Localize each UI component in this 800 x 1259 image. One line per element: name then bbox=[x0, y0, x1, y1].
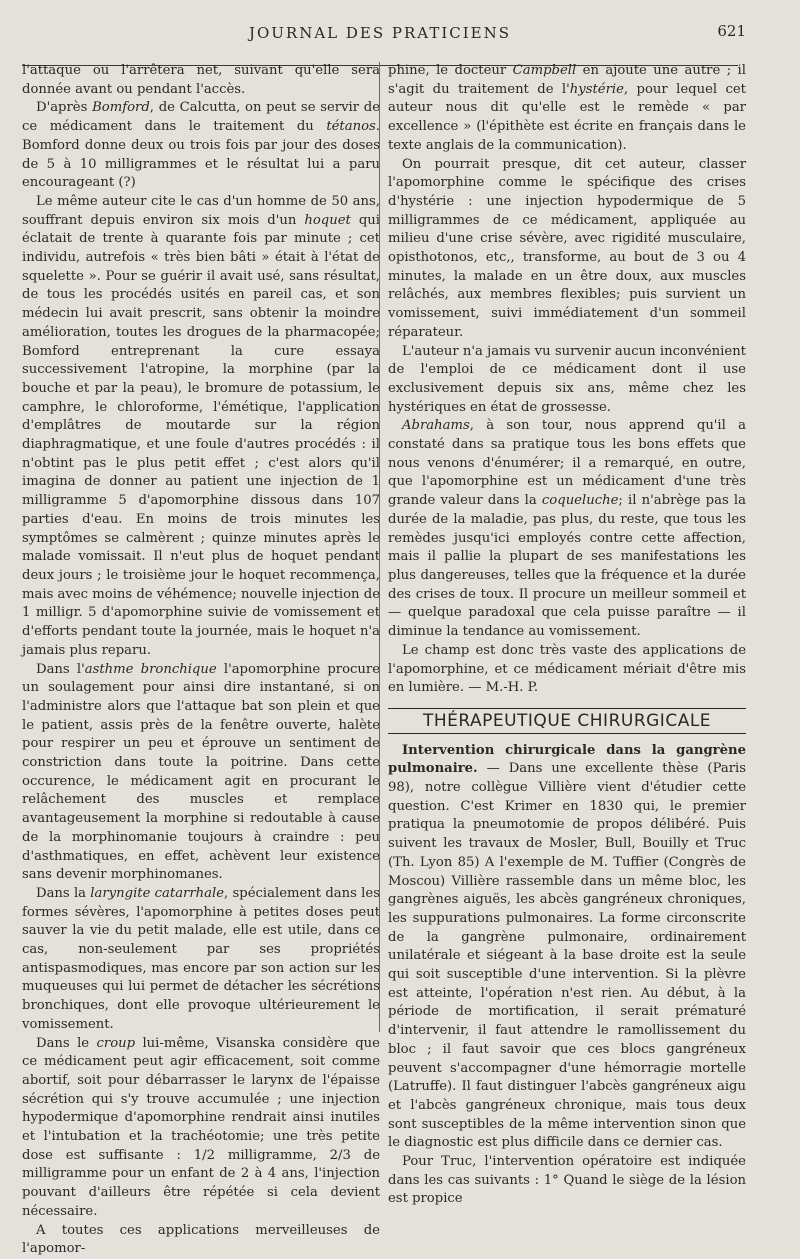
article-title: Intervention chirurgicale dans la gangrène pulmonaire. bbox=[388, 742, 746, 777]
text-segment: , pour lequel cet auteur nous dit qu'elle est le remède « par excellence » (l'épithète est écrite en français dans le texte anglais de la communication). bbox=[388, 81, 746, 153]
journal-title: JOURNAL DES PRATICIENS bbox=[248, 24, 512, 42]
text-segment: phine, le docteur bbox=[388, 63, 513, 78]
text-segment: On pourrait presque, dit cet auteur, classer l'apomorphine comme le spécifique des crises d'hystérie : une injection hypodermique de 5 milligrammes de ce médicament, appliquée au milieu d'une crise sévère, avec rigidité musculaire, opisthotonos, etc,, transforme, au bout de 3 ou 4 minutes, la malade en un être doux, aux muscles relâchés, aux membres flexibles; puis survient un vomissement, suivi immédiatement d'un sommeil réparateur. bbox=[388, 156, 746, 340]
page-header bbox=[0, 20, 800, 50]
paragraph bbox=[388, 642, 746, 698]
section-title: THÉRAPEUTIQUE CHIRURGICALE bbox=[388, 708, 746, 734]
paragraph bbox=[22, 193, 380, 661]
section-lead-paragraph bbox=[388, 742, 746, 1153]
text-segment: Le même auteur cite le cas d'un homme de 50 ans, souffrant depuis environ six mois d'un bbox=[22, 193, 380, 228]
text-segment: ; il n'abrège pas la durée de la maladie, pas plus, du reste, que tous les remèdes jusqu'ici employés contre cette affection, mais il pallie la plupart de ses manifestations les plus dangereuses, telles que la fréquence et la durée des crises de toux. Il procure un meilleur sommeil et — quelque paradoxal que cela puisse paraître — il diminue la tendance au vomissement. bbox=[388, 493, 746, 640]
paragraph bbox=[388, 343, 746, 418]
text-segment: Le champ est donc très vaste des applications de l'apomorphine, et ce médicament mériait d'être mis en lumière. — M.-H. P. bbox=[388, 642, 746, 696]
paragraph bbox=[388, 417, 746, 641]
paragraph bbox=[22, 62, 380, 99]
column-divider bbox=[379, 62, 380, 1032]
text-segment: Dans le bbox=[36, 1035, 97, 1051]
paragraph bbox=[388, 62, 746, 156]
italic-text: laryngite catarrhale bbox=[90, 885, 225, 901]
italic-text: asthme bronchique bbox=[84, 661, 217, 677]
italic-text: Campbell bbox=[512, 63, 577, 78]
right-column bbox=[388, 62, 746, 1209]
paragraph bbox=[388, 156, 746, 343]
italic-text: coqueluche bbox=[541, 493, 619, 509]
page-number: 621 bbox=[717, 22, 746, 40]
paragraph bbox=[22, 1222, 380, 1259]
right-column-paragraphs bbox=[388, 62, 746, 698]
left-column bbox=[22, 62, 380, 1259]
italic-text: Abrahams bbox=[402, 418, 470, 434]
italic-text: tétanos bbox=[326, 119, 376, 135]
text-segment: l'apomorphine procure un soulagement pour ainsi dire instantané, si on l'administre alors que l'attaque bat son plein et que le patient, assis près de la fenêtre ouverte, halète pour respirer un peu et éprouve un sentiment de constriction dans toute la poitrine. Dans cette occurence, le médicament agit en procurant le relâchement des muscles et remplace avantageusement la morphine si redoutable à cause de la morphinomanie toujours à craindre : peu d'asthmatiques, en effet, achèvent leur existence sans devenir morphinomanes. bbox=[22, 661, 380, 883]
text-segment: , de Calcutta, on peut se servir de ce médicament dans le traitement du bbox=[22, 100, 381, 135]
text-segment: en ajoute une autre ; il s'agit du traitement de l' bbox=[388, 63, 746, 97]
paragraph bbox=[22, 885, 380, 1035]
text-segment: L'auteur n'a jamais vu survenir aucun inconvénient de l'emploi de ce médicament dont il use exclusivement depuis six ans, même chez les hystériques en état de grossesse. bbox=[388, 343, 746, 415]
text-segment: , spécialement dans les formes sévères, l'apomorphine à petites doses peut sauver la vie du petit malade, elle est utile, dans ce cas, non-seulement par ses propriétés antispasmodiques, mas encore par son action sur les muqueuses qui lui permet de détacher les sécrétions bronchiques, dont elle provoque ultérieurement le vomissement. bbox=[22, 885, 380, 1032]
italic-text: hoquet bbox=[304, 212, 351, 228]
text-segment: , à son tour, nous apprend qu'il a constaté dans sa pratique tous les bons effets que nous venons d'énumérer; il a remarqué, en outre, que l'apomorphine est un médicament d'une très grande valeur dans la bbox=[388, 418, 746, 509]
text-segment: lui-même, Visanska considère que ce médicament peut agir efficacement, soit comme abortif, soit pour débarrasser le larynx de l'épaisse sécrétion qui s'y trouve accumulée ; une injection hypodermique d'apomorphine rendrait ainsi inutiles et l'intubation et la trachéotomie; une très petite dose est suffisante : 1/2 milligramme, 2/3 de milligramme pour un enfant de 2 à 4 ans, l'injection pouvant d'ailleurs être répétée si cela devient nécessaire. bbox=[22, 1035, 380, 1219]
text-segment: Dans l' bbox=[36, 661, 85, 677]
paragraph bbox=[22, 1035, 380, 1222]
text-segment: qui éclatait de trente à quarante fois par minute ; cet individu, autrefois « très bien bâti » était à l'état de squelette ». Pour se guérir il avait usé, sans résultat, de tous les procédés usités en pareil cas, et son médecin lui avait prescrit, sans obtenir la moindre amélioration, toutes les drogues de la pharmacopée; Bomford entreprenant la cure essaya successivement l'atropine, la morphine (par la bouche et par la peau), le bromure de potassium, le camphre, le chloroforme, l'émétique, l'application d'emplâtres de moutarde sur la région diaphragmatique, et une foule d'autres procédés : il n'obtint pas le plus petit effet ; c'est alors qu'il imagina de donner au patient une injection de 1 milligramme 5 d'apomorphine dissous dans 107 parties d'eau. En moins de trois minutes les symptômes se calmèrent ; quinze minutes après le malade vomissait. Il n'eut plus de hoquet pendant deux jours ; le troisième jour le hoquet recommença, mais avec moins de véhémence; nouvelle injection de 1 milligr. 5 d'apomorphine suivie de vomissement et d'efforts pendant toute la journée, mais le hoquet n'a jamais plus reparu. bbox=[22, 212, 380, 658]
italic-text: Bomford bbox=[92, 100, 150, 116]
paragraph bbox=[22, 99, 380, 193]
article-paragraph: Pour Truc, l'intervention opératoire est indiquée dans les cas suivants : 1° Quand le siège de la lésion est propice bbox=[388, 1154, 746, 1207]
text-segment: l'attaque ou l'arrêtera net, suivant qu'elle sera donnée avant ou pendant l'accès. bbox=[22, 63, 380, 97]
text-segment: . Bomford donne deux ou trois fois par jour des doses de 5 à 10 milligrammes et le résultat lui a paru encourageant (?) bbox=[22, 119, 380, 191]
text-segment: Dans la bbox=[36, 885, 91, 901]
text-segment: D'après bbox=[36, 100, 93, 116]
italic-text: hystérie bbox=[569, 81, 624, 97]
text-segment: A toutes ces applications merveilleuses de l'apomor- bbox=[22, 1222, 380, 1257]
italic-text: croup bbox=[96, 1035, 136, 1051]
paragraph bbox=[22, 661, 380, 885]
article-lead-text: — Dans une excellente thèse (Paris 98), notre collègue Villière vient d'étudier cette question. C'est Krimer en 1830 qui, le premier pratiqua la pneumotomie de propos délibéré. Puis suivent les travaux de Mosler, Bull, Bouilly et Truc (Th. Lyon 85) A l'exemple de M. Tuffier (Congrès de Moscou) Villière rassemble dans un même bloc, les gangrènes aiguës, les abcès gangréneux chroniques, les suppurations pulmonaires. La forme circonscrite de la gangrène pulmonaire, ordinairement unilatérale et siégeant à la base droite est la seule qui soit susceptible d'une intervention. Si la plèvre est atteinte, l'opération n'est rien. Au début, à la période de mortification, il serait prématuré d'intervenir, il faut attendre le ramollissement du bloc ; il faut savoir que ces blocs gangréneux peuvent s'accompagner d'une hémorragie mortelle (Latruffe). Il faut distinguer l'abcès gangréneux aigu et l'abcès gangréneux chronique, mais tous deux sont susceptibles de la même intervention sinon que le diagnostic est plus difficile dans ce dernier cas. bbox=[388, 761, 746, 1151]
